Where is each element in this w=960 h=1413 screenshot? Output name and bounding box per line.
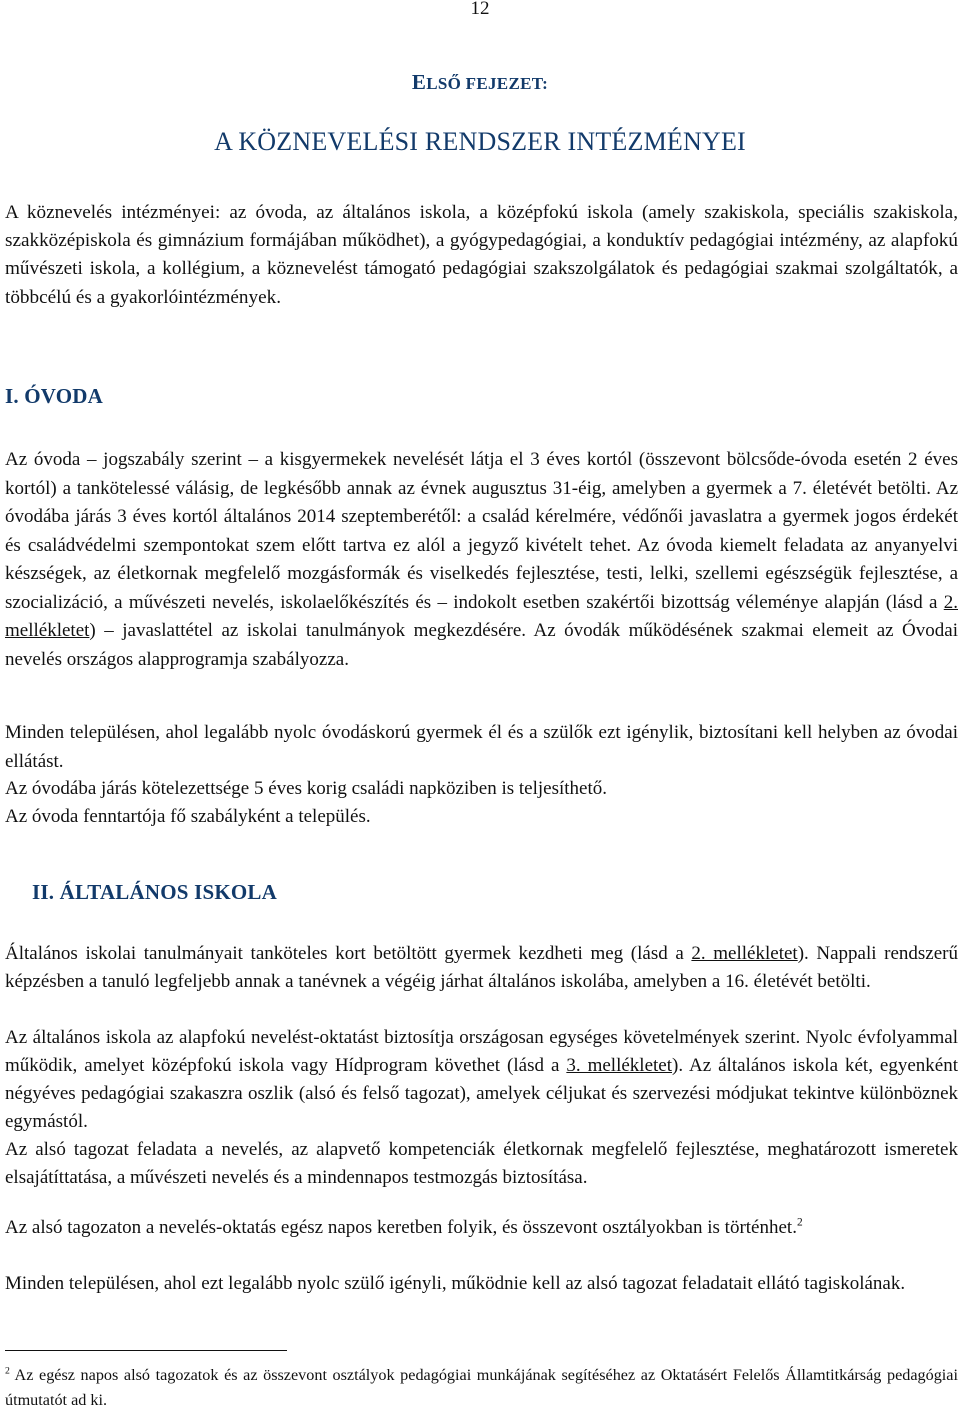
footnote-divider	[5, 1350, 287, 1351]
footnote-text: Az egész napos alsó tagozatok és az összevont osztályok pedagógiai munkájának segítéséhez az Oktatásért Felelős Államtitkárság pedagógiai útmutatót ad ki.	[5, 1366, 958, 1409]
iskola-paragraph-1	[5, 940, 958, 996]
iskola-paragraph-4	[5, 1214, 958, 1242]
melleklet-2-link[interactable]: 2. mellékletet	[691, 943, 798, 964]
iskola-p2-text-b: ). Az általános iskola két, egyenként négyéves pedagógiai szakaszra oszlik (alsó és felső tagozat), amelyek céljukat és szervezési módjukat tekintve különböznek egymástól.	[5, 1055, 958, 1132]
page-number: 12	[470, 0, 490, 19]
ovoda-paragraph-4: Az óvoda fenntartója fő szabályként a település.	[5, 806, 371, 827]
iskola-paragraph-5: Minden településen, ahol ezt legalább nyolc szülő igényli, működnie kell az alsó tagozat feladatait ellátó tagiskolának.	[5, 1273, 906, 1294]
iskola-paragraph-3: Az alsó tagozat feladata a nevelés, az alapvető kompetenciák életkornak megfelelő fejlesztése, meghatározott ismeretek elsajátíttatása, a művészeti nevelés és a mindennapos testmozgás biztosítása.	[5, 1139, 958, 1188]
chapter-label-initial: E	[411, 70, 427, 94]
section-heading-ovoda: I. ÓVODA	[5, 384, 104, 408]
melleklet-3-link[interactable]: 3. mellékletet	[566, 1055, 672, 1076]
iskola-p1-text-a: Általános iskolai tanulmányait tanköteles kort betöltött gyermek kezdheti meg (lásd a	[5, 943, 692, 964]
iskola-p4-text: Az alsó tagozaton a nevelés-oktatás egész napos keretben folyik, és összevont osztályokban is történhet.	[5, 1217, 797, 1238]
ovoda-p1-text-b: ) – javaslattétel az iskolai tanulmányok megkezdésére. Az óvodák működésének szakmai elemeit az Óvodai nevelés országos alapprogramja szabályozza.	[5, 620, 958, 670]
ovoda-paragraph-1	[5, 446, 958, 674]
ovoda-paragraph-3: Az óvodába járás kötelezettsége 5 éves korig családi napköziben is teljesíthető.	[5, 778, 607, 799]
footnote	[5, 1363, 958, 1413]
chapter-title: A KÖZNEVELÉSI RENDSZER INTÉZMÉNYEI	[214, 127, 746, 156]
footnote-mark: 2	[5, 1365, 10, 1377]
chapter-label-rest: LSŐ FEJEZET:	[426, 74, 549, 93]
chapter-label	[0, 70, 960, 95]
melleklet-2-link[interactable]: 2. mellékletet	[5, 591, 958, 641]
iskola-p1-text-b: ). Nappali rendszerű képzésben a tanuló legfeljebb annak a tanévnek a végéig járhat általános iskolába, amelyben a 16. életévét betölti.	[5, 943, 959, 992]
intro-paragraph: A köznevelés intézményei: az óvoda, az általános iskola, a középfokú iskola (amely szakiskola, speciális szakiskola, szakközépiskola és gimnázium formájában működhet), a gyógypedagógiai, a konduktív pedagógiai intézmény, az alapfokú művészeti iskola, a kollégium, a köznevelést támogató pedagógiai szakszolgálatok és pedagógiai szakmai szolgáltatók, a többcélú és a gyakorlóintézmények.	[5, 202, 958, 308]
footnote-reference[interactable]: 2	[796, 1216, 803, 1229]
iskola-p2-text-a: Az általános iskola az alapfokú nevelést-oktatást biztosítja országosan egységes követelmények szerint. Nyolc évfolyammal működik, amelyet középfokú iskola vagy Hídprogram követhet (lásd a	[5, 1027, 958, 1076]
ovoda-paragraph-2: Minden településen, ahol legalább nyolc óvodáskorú gyermek él és a szülők ezt igénylik, biztosítani kell helyben az óvodai ellátást.	[5, 722, 958, 772]
section-heading-altalanos-iskola: II. ÁLTALÁNOS ISKOLA	[32, 880, 277, 904]
ovoda-p1-text-a: Az óvoda – jogszabály szerint – a kisgyermekek nevelését látja el 3 éves kortól (összevont bölcsőde-óvoda esetén 2 éves kortól) a tankötelessé válásig, de legkésőbb annak az évnek augusztus 31-éig, amelyben a gyermek a 7. életévét betölti. Az óvodába járás 3 éves kortól általános 2014 szeptemberétől: a család kérelmére, védőnői javaslatra a gyermek jogos érdekét és családvédelmi szempontokat szem előtt tartva ez alól a jegyző kivételt tehet. Az óvoda kiemelt feladata az anyanyelvi készségek, az életkornak megfelelő mozgásformák és viselkedés fejlesztése, testi, lelki, szellemi egészségük fejlesztése, a szocializáció, a művészeti nevelés, iskolaelőkészítés és – indokolt esetben szakértői bizottság véleménye alapján (lásd a	[5, 449, 958, 613]
iskola-paragraph-2	[5, 1024, 958, 1136]
